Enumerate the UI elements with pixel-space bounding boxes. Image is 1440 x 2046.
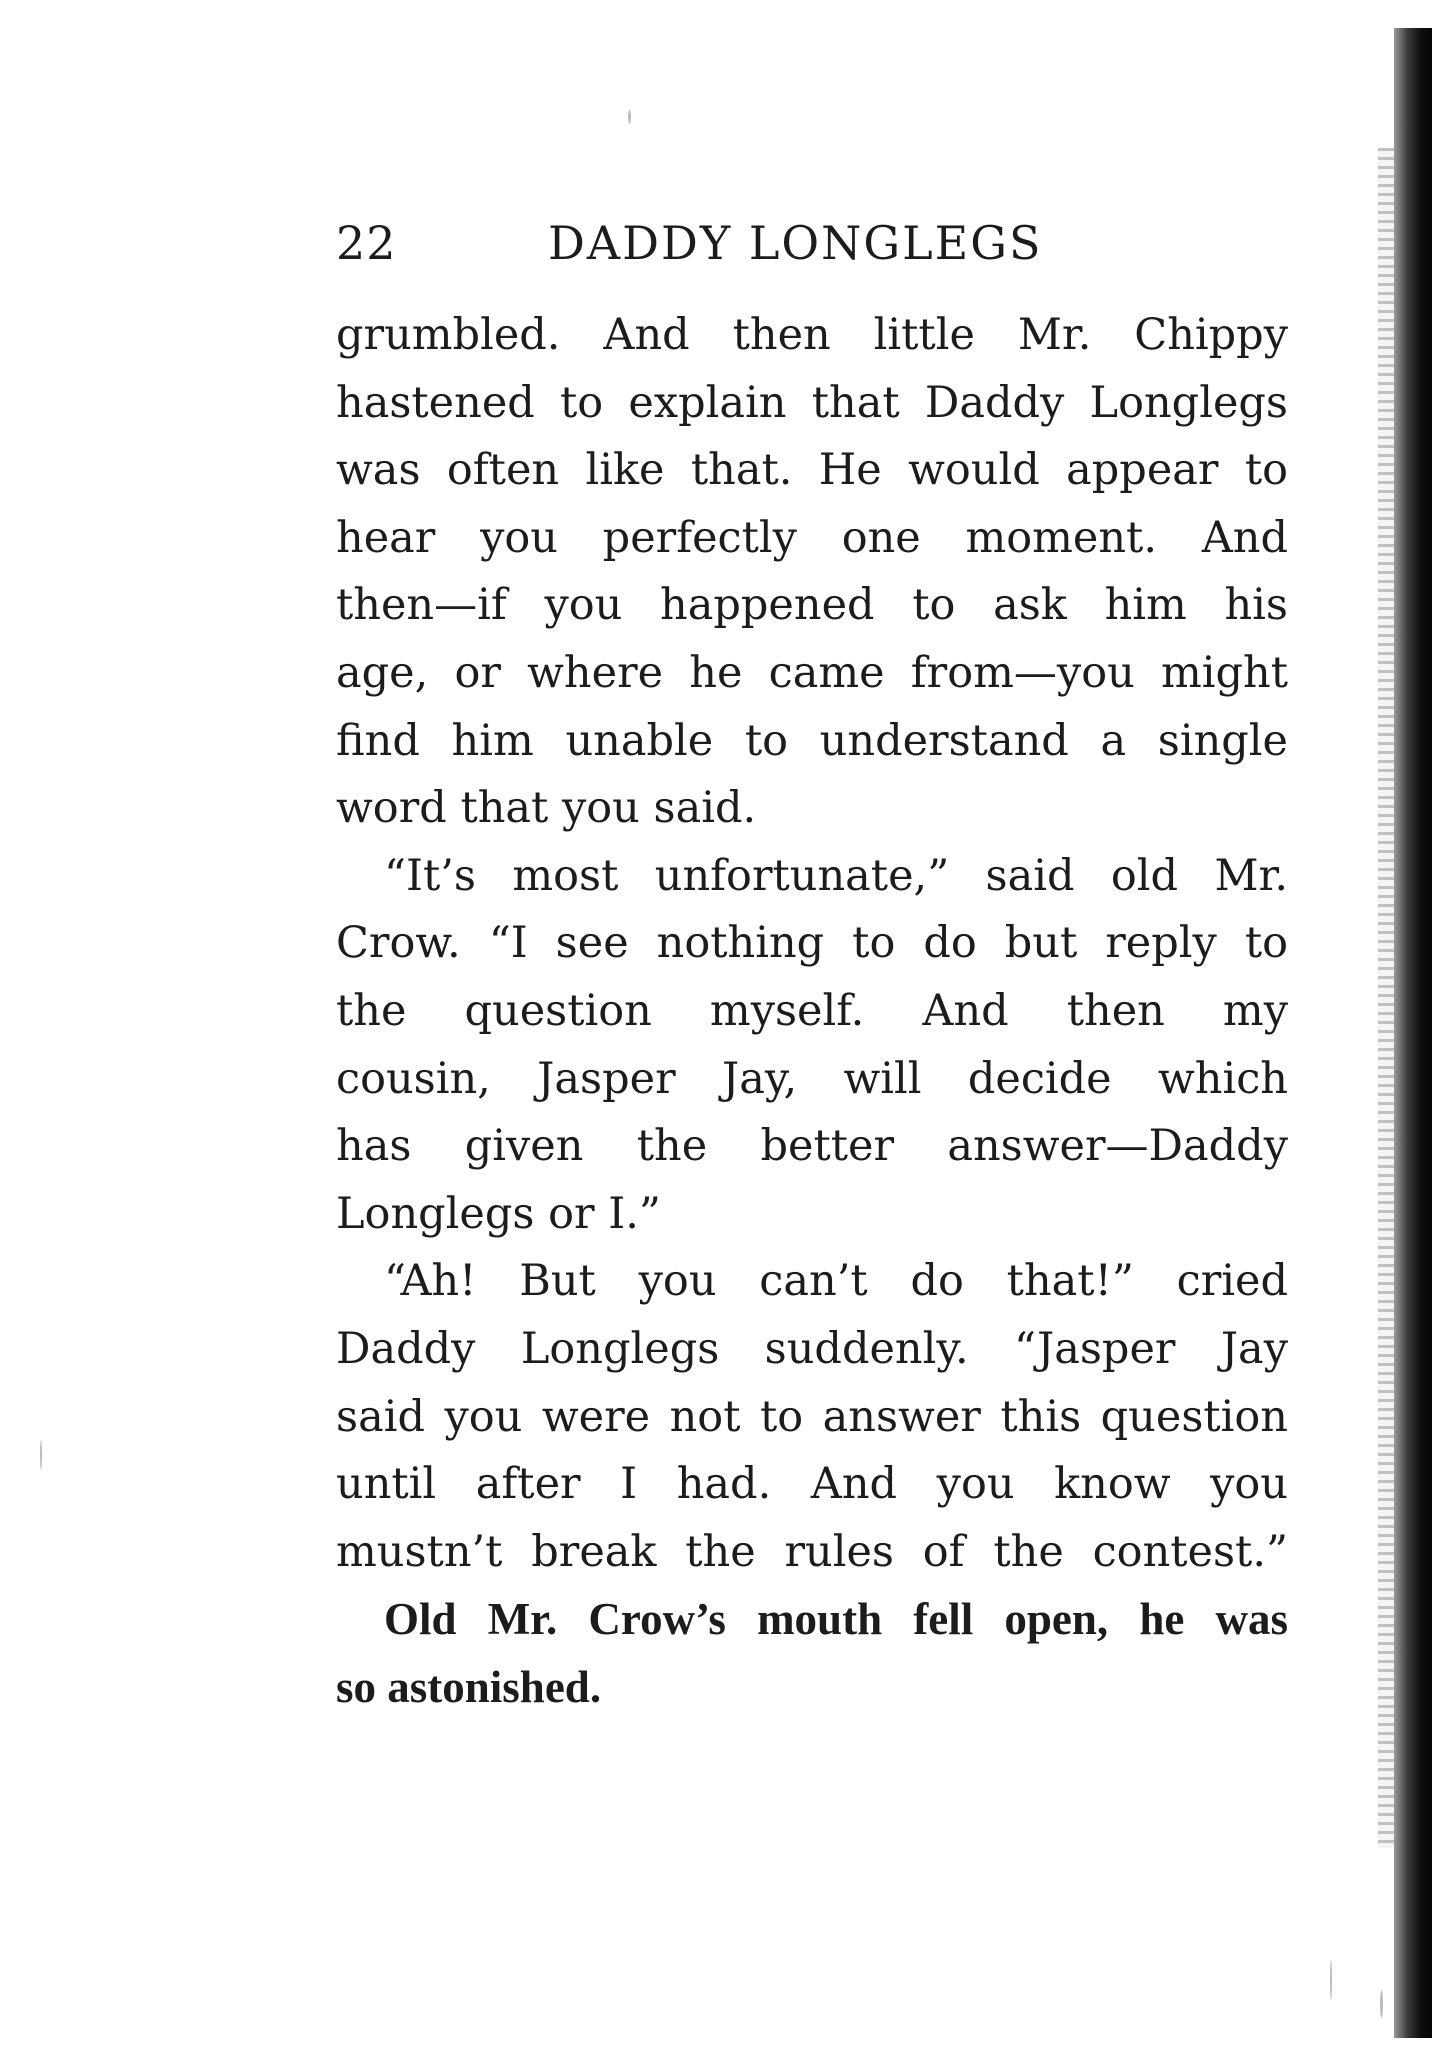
text-line: said you were not to answer this question	[336, 1391, 1288, 1442]
text-line: “Ah! But you can’t do that!” cried	[384, 1256, 1288, 1307]
running-head: DADDY LONGLEGS	[548, 216, 1043, 270]
text-line: Old Mr. Crow’s mouth fell open, he was	[384, 1594, 1288, 1645]
text-line: age, or where he came from—you might	[336, 647, 1288, 698]
text-line: then—if you happened to ask him his	[336, 580, 1288, 631]
text-line: cousin, Jasper Jay, will decide which	[336, 1053, 1288, 1104]
page-binding-shadow	[1394, 28, 1432, 2038]
text-line: has given the better answer—Daddy	[336, 1121, 1288, 1172]
text-line: until after I had. And you know you	[336, 1459, 1288, 1510]
text-line: so astonished.	[336, 1661, 602, 1712]
text-line: word that you said.	[336, 783, 757, 834]
page-header	[336, 208, 1256, 278]
text-line: grumbled. And then little Mr. Chippy	[336, 310, 1288, 360]
paper-speck	[628, 110, 631, 124]
paper-speck	[1330, 1960, 1332, 2000]
text-line: hastened to explain that Daddy Longlegs	[336, 377, 1288, 428]
text-line: hear you perfectly one moment. And	[336, 512, 1288, 563]
body-text	[336, 302, 1288, 1721]
text-line: was often like that. He would appear to	[336, 445, 1288, 496]
text-line: Daddy Longlegs suddenly. “Jasper Jay	[336, 1323, 1288, 1374]
paper-speck	[1380, 1990, 1383, 2018]
text-line: Longlegs or I.”	[336, 1188, 661, 1239]
page-number: 22	[336, 216, 397, 270]
text-line: Crow. “I see nothing to do but reply to	[336, 918, 1288, 969]
text-line: the question myself. And then my	[336, 985, 1288, 1036]
text-line: mustn’t break the rules of the contest.”	[336, 1526, 1288, 1577]
paper-speck	[40, 1440, 42, 1470]
text-line: find him unable to understand a single	[336, 715, 1288, 766]
text-line: “It’s most unfortunate,” said old Mr.	[384, 850, 1288, 901]
